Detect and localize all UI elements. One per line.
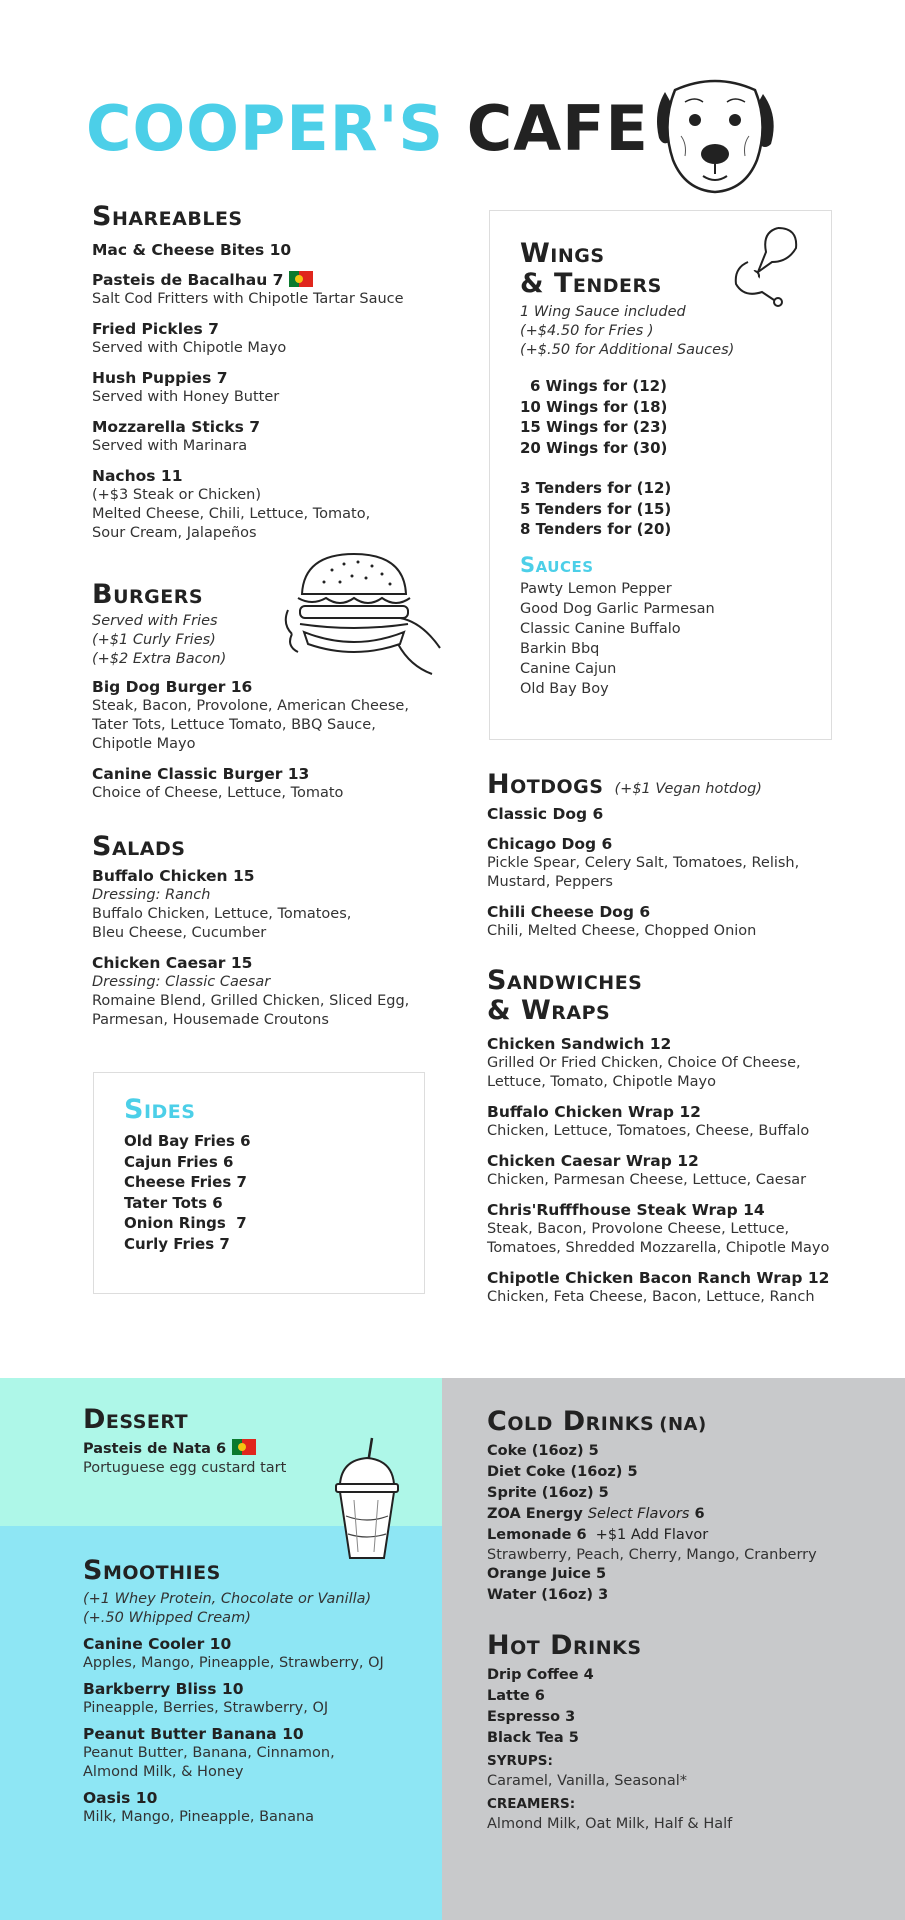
drink-item: Espresso 3 xyxy=(487,1709,576,1726)
lemonade-name: Lemonade 6 xyxy=(487,1527,587,1544)
drink-item: Sprite (16oz) 5 xyxy=(487,1485,609,1502)
item-desc: Portuguese egg custard tart xyxy=(83,1460,287,1477)
creamers-list: Almond Milk, Oat Milk, Half & Half xyxy=(487,1816,733,1833)
menu-item xyxy=(487,1102,897,1141)
sides-list xyxy=(124,1131,404,1254)
creamers-label: CREAMERS: xyxy=(487,1796,576,1813)
wing-option: 10 Wings for (18) xyxy=(520,397,668,416)
item-desc: Choice of Cheese, Lettuce, Tomato xyxy=(92,785,344,802)
item-desc: Sour Cream, Jalapeños xyxy=(92,525,257,542)
item-desc: Bleu Cheese, Cucumber xyxy=(92,925,267,942)
dog-illustration-icon xyxy=(645,72,785,197)
item-name: Barkberry Bliss 10 xyxy=(83,1680,244,1699)
cafe-title-part2: CAFE xyxy=(466,92,649,165)
item-desc: Salt Cod Fritters with Chipotle Tartar Sauce xyxy=(92,291,404,308)
item-name: Buffalo Chicken Wrap 12 xyxy=(487,1103,701,1122)
item-desc: Parmesan, Housemade Croutons xyxy=(92,1012,329,1029)
wing-option: 6 Wings for (12) xyxy=(530,377,667,396)
item-name: Peanut Butter Banana 10 xyxy=(83,1725,304,1744)
item-name: Chili Cheese Dog 6 xyxy=(487,903,651,922)
item-dressing: Dressing: Classic Caesar xyxy=(92,974,271,991)
burgers-note: (+$2 Extra Bacon) xyxy=(92,651,227,668)
syrups-label: SYRUPS: xyxy=(487,1753,553,1770)
item-desc: Almond Milk, & Honey xyxy=(83,1764,244,1781)
side-item: Cheese Fries 7 xyxy=(124,1173,247,1192)
menu-item xyxy=(83,1634,433,1673)
item-desc: Served with Chipotle Mayo xyxy=(92,340,287,357)
item-desc: Steak, Bacon, Provolone Cheese, Lettuce, xyxy=(487,1221,790,1238)
menu-item xyxy=(487,902,887,941)
sauce-item: Old Bay Boy xyxy=(520,681,609,698)
menu-item xyxy=(487,834,887,892)
sandwiches-section xyxy=(487,966,897,1317)
item-desc: Chicken, Parmesan Cheese, Lettuce, Caesar xyxy=(487,1172,807,1189)
sandwiches-title-line2: & Wraps xyxy=(487,995,611,1027)
item-desc: Buffalo Chicken, Lettuce, Tomatoes, xyxy=(92,906,352,923)
menu-item xyxy=(487,804,887,824)
item-name: Nachos 11 xyxy=(92,467,183,486)
syrups-list: Caramel, Vanilla, Seasonal* xyxy=(487,1773,687,1790)
menu-item xyxy=(92,764,472,803)
item-name: Chris'Rufffhouse Steak Wrap 14 xyxy=(487,1201,765,1220)
zoa-price: 6 xyxy=(694,1506,705,1523)
sandwiches-title: Sandwiches xyxy=(487,965,643,996)
item-desc: Steak, Bacon, Provolone, American Cheese, xyxy=(92,698,409,715)
menu-item xyxy=(487,1034,897,1092)
drink-item: Water (16oz) 3 xyxy=(487,1587,609,1604)
wing-option: 20 Wings for (30) xyxy=(520,438,668,457)
drink-item: Diet Coke (16oz) 5 xyxy=(487,1464,638,1481)
drink-item-zoa xyxy=(487,1504,897,1525)
hotdogs-header xyxy=(487,770,887,800)
item-dressing: Dressing: Ranch xyxy=(92,887,211,904)
item-desc: Chicken, Feta Cheese, Bacon, Lettuce, Ranch xyxy=(487,1289,815,1306)
menu-item xyxy=(487,1151,897,1190)
item-desc: Served with Honey Butter xyxy=(92,389,280,406)
item-name: Chicken Caesar 15 xyxy=(92,954,253,973)
sides-box xyxy=(93,1072,425,1294)
cold-drinks-header xyxy=(487,1407,897,1437)
item-desc: Mustard, Peppers xyxy=(487,874,613,891)
smoothies-note: (+.50 Whipped Cream) xyxy=(83,1610,251,1627)
burgers-title: Burgers xyxy=(92,579,204,610)
sauce-item: Barkin Bbq xyxy=(520,641,600,658)
wings-title: Wings xyxy=(520,238,605,269)
item-name: Pasteis de Bacalhau 7 xyxy=(92,271,284,290)
menu-item xyxy=(92,417,472,456)
menu-item xyxy=(92,466,472,543)
hot-drinks-title: Hot Drinks xyxy=(487,1630,642,1661)
drink-item-lemonade xyxy=(487,1525,897,1546)
item-name: Canine Classic Burger 13 xyxy=(92,765,310,784)
item-desc: Apples, Mango, Pineapple, Strawberry, OJ xyxy=(83,1655,384,1672)
portugal-flag-icon xyxy=(289,271,313,287)
zoa-name: ZOA Energy xyxy=(487,1506,583,1523)
wing-options xyxy=(520,376,811,458)
drink-item: Coke (16oz) 5 xyxy=(487,1443,599,1460)
shareables-section xyxy=(92,202,472,553)
item-name: Chicken Caesar Wrap 12 xyxy=(487,1152,699,1171)
cold-drinks-suffix: (NA) xyxy=(659,1414,707,1435)
dessert-title: Dessert xyxy=(83,1404,189,1435)
menu-item xyxy=(92,319,472,358)
wing-option: 15 Wings for (23) xyxy=(520,418,668,437)
wings-note: 1 Wing Sauce included xyxy=(520,304,686,321)
burgers-note: Served with Fries xyxy=(92,613,218,630)
hotdogs-note: (+$1 Vegan hotdog) xyxy=(614,781,762,797)
side-item: Old Bay Fries 6 xyxy=(124,1132,251,1151)
item-name: Oasis 10 xyxy=(83,1789,158,1808)
cafe-title-part1: COOPER'S xyxy=(86,92,445,165)
sauces-list xyxy=(520,579,811,699)
salads-title: Salads xyxy=(92,831,186,862)
side-item: Cajun Fries 6 xyxy=(124,1152,234,1171)
item-desc: Tomatoes, Shredded Mozzarella, Chipotle Mayo xyxy=(487,1240,830,1257)
wings-title-line2: & Tenders xyxy=(520,268,662,300)
salads-section xyxy=(92,832,482,1040)
drink-item: Black Tea 5 xyxy=(487,1730,579,1747)
smoothie-cup-icon xyxy=(332,1436,402,1566)
item-name: Chicago Dog 6 xyxy=(487,835,613,854)
smoothies-section xyxy=(83,1556,433,1837)
sauce-item: Pawty Lemon Pepper xyxy=(520,581,672,598)
menu-item xyxy=(83,1788,433,1827)
item-name: Canine Cooler 10 xyxy=(83,1635,232,1654)
sides-title: Sides xyxy=(124,1094,196,1125)
item-desc: Lettuce, Tomato, Chipotle Mayo xyxy=(487,1074,716,1091)
sauce-item: Good Dog Garlic Parmesan xyxy=(520,601,715,618)
cafe-title xyxy=(86,92,649,165)
hot-drinks-section xyxy=(487,1631,897,1833)
cold-drinks-title: Cold Drinks xyxy=(487,1406,655,1437)
burger-hand-icon xyxy=(282,548,442,683)
menu-item xyxy=(83,1724,433,1782)
sauce-item: Canine Cajun xyxy=(520,661,617,678)
side-item: Curly Fries 7 xyxy=(124,1234,230,1253)
item-name: Chipotle Chicken Bacon Ranch Wrap 12 xyxy=(487,1269,830,1288)
tender-option: 5 Tenders for (15) xyxy=(520,499,672,518)
lemonade-flavors: Strawberry, Peach, Cherry, Mango, Cranberry xyxy=(487,1547,817,1564)
menu-item xyxy=(83,1679,433,1718)
menu-item xyxy=(92,677,472,754)
sauce-item: Classic Canine Buffalo xyxy=(520,621,681,638)
shareables-title: Shareables xyxy=(92,201,243,232)
item-desc: Chipotle Mayo xyxy=(92,736,196,753)
side-item: Tater Tots 6 xyxy=(124,1193,223,1212)
smoothies-title: Smoothies xyxy=(83,1555,221,1586)
wings-note: (+$.50 for Additional Sauces) xyxy=(520,342,735,359)
item-name: Buffalo Chicken 15 xyxy=(92,867,255,886)
burgers-note: (+$1 Curly Fries) xyxy=(92,632,216,649)
item-desc: Chicken, Lettuce, Tomatoes, Cheese, Buffalo xyxy=(487,1123,810,1140)
zoa-note: Select Flavors xyxy=(587,1506,690,1523)
item-name: Hush Puppies 7 xyxy=(92,369,228,388)
item-desc: Chili, Melted Cheese, Chopped Onion xyxy=(487,923,757,940)
menu-item xyxy=(92,866,482,943)
item-name: Big Dog Burger 16 xyxy=(92,678,253,697)
sauces-title: Sauces xyxy=(520,552,594,577)
menu-item xyxy=(92,953,482,1030)
tender-options xyxy=(520,478,811,540)
menu-item xyxy=(487,1268,897,1307)
item-desc: Romaine Blend, Grilled Chicken, Sliced Egg, xyxy=(92,993,410,1010)
drink-item: Latte 6 xyxy=(487,1688,545,1705)
drink-item: Drip Coffee 4 xyxy=(487,1667,594,1684)
menu-item xyxy=(92,270,472,309)
item-desc: Tater Tots, Lettuce Tomato, BBQ Sauce, xyxy=(92,717,376,734)
item-desc: (+$3 Steak or Chicken) xyxy=(92,487,261,504)
tender-option: 3 Tenders for (12) xyxy=(520,479,672,498)
cold-drinks-section xyxy=(487,1407,897,1606)
lemonade-note: +$1 Add Flavor xyxy=(595,1527,709,1544)
menu-item xyxy=(92,368,472,407)
item-name: Pasteis de Nata 6 xyxy=(83,1441,227,1458)
side-item: Onion Rings 7 xyxy=(124,1214,247,1233)
chicken-drumstick-icon xyxy=(728,222,808,307)
item-desc: Pineapple, Berries, Strawberry, OJ xyxy=(83,1700,329,1717)
item-desc: Served with Marinara xyxy=(92,438,248,455)
item-name: Chicken Sandwich 12 xyxy=(487,1035,672,1054)
menu-item xyxy=(487,1200,897,1258)
wings-note: (+$4.50 for Fries ) xyxy=(520,323,654,340)
item-name: Mac & Cheese Bites 10 xyxy=(92,241,292,260)
tender-option: 8 Tenders for (20) xyxy=(520,520,672,539)
item-desc: Melted Cheese, Chili, Lettuce, Tomato, xyxy=(92,506,371,523)
item-desc: Pickle Spear, Celery Salt, Tomatoes, Relish, xyxy=(487,855,800,872)
drink-item: Orange Juice 5 xyxy=(487,1566,607,1583)
menu-item xyxy=(92,240,472,260)
item-desc: Peanut Butter, Banana, Cinnamon, xyxy=(83,1745,335,1762)
hotdogs-section xyxy=(487,770,887,951)
item-name: Mozzarella Sticks 7 xyxy=(92,418,261,437)
smoothies-note: (+1 Whey Protein, Chocolate or Vanilla) xyxy=(83,1591,372,1608)
portugal-flag-icon xyxy=(232,1439,256,1455)
item-desc: Milk, Mango, Pineapple, Banana xyxy=(83,1809,315,1826)
item-name: Fried Pickles 7 xyxy=(92,320,219,339)
hotdogs-title: Hotdogs xyxy=(487,769,604,800)
item-desc: Grilled Or Fried Chicken, Choice Of Cheese, xyxy=(487,1055,801,1072)
item-name: Classic Dog 6 xyxy=(487,805,604,824)
